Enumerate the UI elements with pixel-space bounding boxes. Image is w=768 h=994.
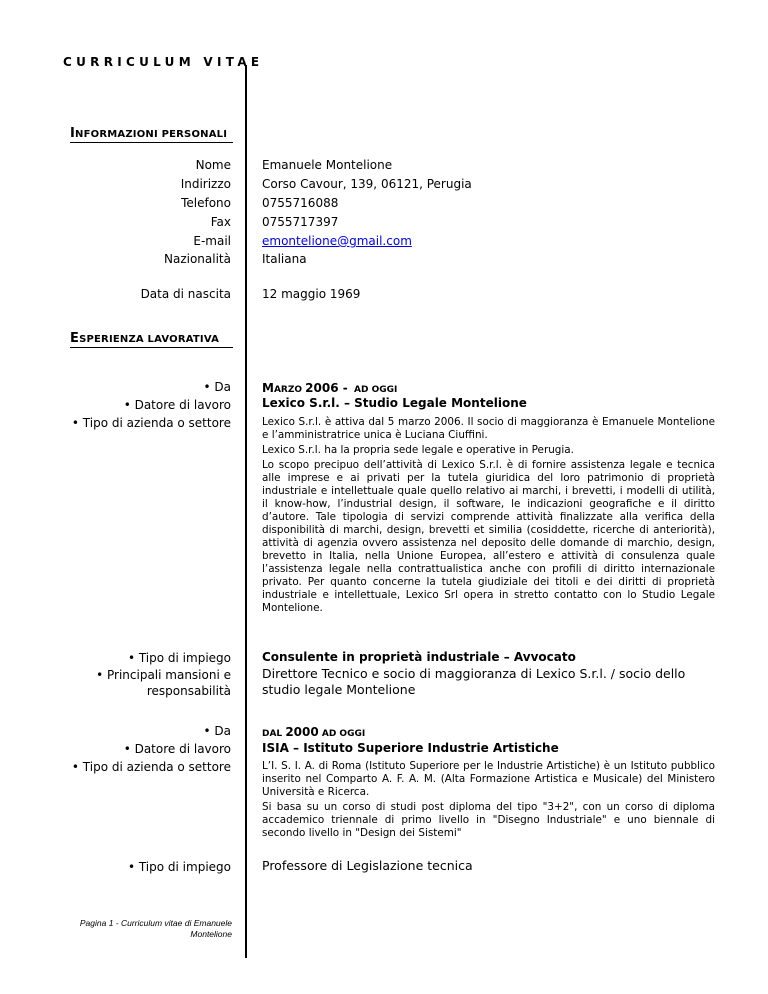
- value-telefono: 0755716088: [262, 196, 339, 210]
- job1-date-month: ARZO: [273, 385, 303, 395]
- label-mansioni-1: • Principali mansioni e: [96, 668, 231, 682]
- job2-role: Professore di Legislazione tecnica: [262, 858, 473, 873]
- job1-description: [262, 416, 715, 617]
- job1-desc-para: Lexico S.r.l. è attiva dal 5 marzo 2006. Il socio di maggioranza è Emanuele Montelione e l’amministratrice unica è Luciana Ciuffini.: [262, 416, 715, 441]
- job2-desc-para: L’I. S. I. A. di Roma (Istituto Superiore per le Industrie Artistiche) è un Istituto pubblico inserito nel Comparto A. F. A. M. (Alta Formazione Artistica e Musicale) del Ministero Università e Ricerca.: [262, 760, 715, 798]
- experience-heading-rest: SPERIENZA LAVORATIVA: [79, 334, 220, 345]
- label-tipo-azienda-1: • Tipo di azienda o settore: [71, 416, 231, 430]
- job1-desc-para: Lo scopo precipuo dell’attività di Lexico S.r.l. è di fornire assistenza legale e tecnica alle imprese e ai privati per la tutela giuridica del loro patrimonio di proprietà industriale e intellettuale quale quello relativo ai marchi, i brevetti, i modelli di utilità, il know-how, l’industrial design, il software, le indicazioni geografiche e il diritto d’autore. Tale tipologia di servizi comprende attività finalizzate alla verifica della disponibilità di marchi, design, brevetti et similia (cosiddette, ricerche di anteriorità), attività di agenzia ovvero assistenza nel deposito delle domande di marchio, design, brevetto in Italia, nella Unione Europea, all’estero e attività di consulenza quale l’assistenza legale nella contrattualistica anche con profili di diritto internazionale privato. Per quanto concerne la tutela giudiziale dei titoli e dei diritti di proprietà industriale e intellettuale, Lexico Srl opera in stretto contatto con lo Studio Legale Montelione.: [262, 459, 715, 614]
- job2-date: [262, 725, 365, 739]
- experience-heading-rule: [70, 347, 233, 348]
- value-fax: 0755717397: [262, 215, 339, 229]
- value-nome: Emanuele Montelione: [262, 158, 393, 172]
- job1-date-year: 2006 -: [305, 381, 348, 395]
- value-email: [262, 232, 412, 250]
- label-nazionalita: Nazionalità: [164, 252, 231, 266]
- vertical-divider: [245, 65, 247, 958]
- job1-date-initial: M: [262, 381, 274, 395]
- personal-heading-rule: [70, 142, 233, 143]
- job1-date-end: AD OGGI: [354, 385, 398, 395]
- label-fax: Fax: [210, 215, 231, 229]
- label-data-nascita: Data di nascita: [140, 287, 231, 301]
- label-indirizzo: Indirizzo: [180, 177, 231, 191]
- value-nazionalita: Italiana: [262, 252, 307, 266]
- label-tipo-impiego-1: • Tipo di impiego: [127, 651, 231, 665]
- value-data-nascita: 12 maggio 1969: [262, 287, 361, 301]
- label-telefono: Telefono: [181, 196, 231, 210]
- label-datore-1: • Datore di lavoro: [123, 398, 231, 412]
- label-tipo-azienda-2: • Tipo di azienda o settore: [71, 760, 231, 774]
- label-tipo-impiego-2: • Tipo di impiego: [127, 860, 231, 874]
- label-nome: Nome: [195, 158, 231, 172]
- personal-heading-initial: I: [70, 126, 76, 141]
- job1-employer: Lexico S.r.l. – Studio Legale Montelione: [262, 396, 527, 410]
- experience-heading: [70, 331, 230, 346]
- job2-date-initial: DAL: [262, 729, 283, 739]
- personal-heading-rest: NFORMAZIONI PERSONALI: [75, 129, 228, 140]
- email-link[interactable]: emontelione@gmail.com: [262, 234, 412, 248]
- cv-title: CURRICULUM VITAE: [63, 55, 264, 69]
- job2-date-end: AD OGGI: [321, 729, 366, 739]
- job2-employer: ISIA – Istituto Superiore Industrie Artistiche: [262, 741, 559, 755]
- label-email: E-mail: [193, 234, 231, 248]
- personal-info-heading: [70, 126, 230, 141]
- experience-heading-initial: E: [70, 331, 80, 346]
- label-datore-2: • Datore di lavoro: [123, 742, 231, 756]
- job2-description: [262, 760, 715, 842]
- job1-desc-para: Lexico S.r.l. ha la propria sede legale e operative in Perugia.: [262, 444, 574, 456]
- job1-duties: Direttore Tecnico e socio di maggioranza di Lexico S.r.l. / socio dello studio legale Montelione: [262, 666, 686, 697]
- job1-role: Consulente in proprietà industriale – Avvocato: [262, 650, 576, 664]
- label-mansioni-1b: responsabilità: [146, 684, 231, 698]
- value-indirizzo: Corso Cavour, 139, 06121, Perugia: [262, 177, 472, 191]
- footer-line-2: Montelione: [190, 929, 232, 939]
- job2-desc-para: Si basa su un corso di studi post diploma del tipo "3+2", con un corso di diploma accademico triennale di primo livello in "Disegno Industriale" e uno biennale di secondo livello in "Design dei Sistemi": [262, 801, 715, 839]
- footer-line-1: Pagina 1 - Curriculum vitae di Emanuele: [79, 918, 232, 928]
- page-footer: [60, 918, 232, 940]
- label-da-1: • Da: [203, 380, 231, 394]
- job1-date: [262, 381, 397, 395]
- job2-date-year: 2000: [285, 725, 319, 739]
- label-da-2: • Da: [203, 724, 231, 738]
